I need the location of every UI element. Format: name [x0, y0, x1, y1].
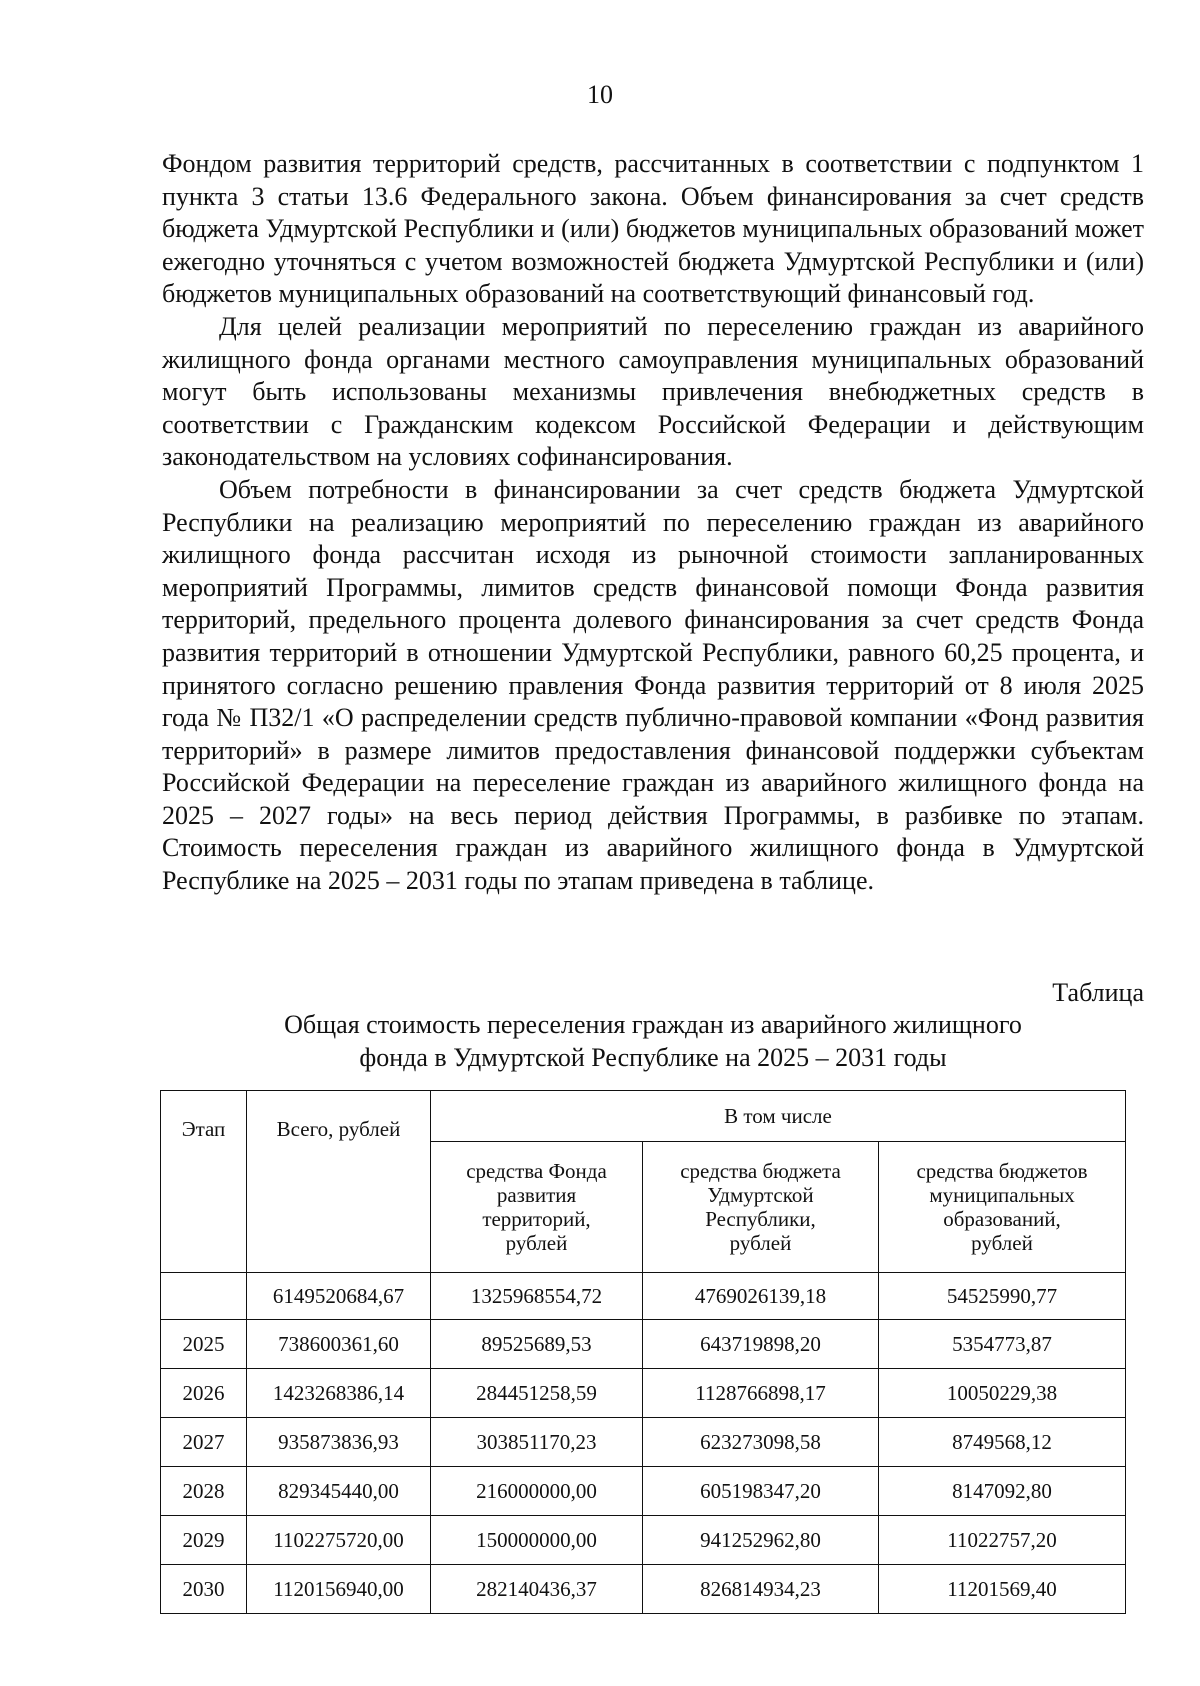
cell-fund: 284451258,59 [431, 1369, 643, 1418]
paragraph-1: Фондом развития территорий средств, рассчитанных в соответствии с подпунктом 1 пункта 3 статьи 13.6 Федерального закона. Объем финансирования за счет средств бюджета Удмуртской Республики и (или) бюджетов муниципальных образований может ежегодно уточняться с учетом возможностей бюджета Удмуртской Республики и (или) бюджетов муниципальных образований на соответствующий финансовый год. [162, 149, 1144, 309]
cell-ur-budget: 826814934,23 [643, 1565, 879, 1614]
cell-etap: 2028 [161, 1467, 247, 1516]
cell-mun-budget: 11022757,20 [879, 1516, 1126, 1565]
header-fund-line: рублей [505, 1231, 568, 1255]
cell-etap: 2030 [161, 1565, 247, 1614]
cell-etap: 2027 [161, 1418, 247, 1467]
paragraph-2: Для целей реализации мероприятий по переселению граждан из аварийного жилищного фонда органами местного самоуправления муниципальных образований могут быть использованы механизмы привлечения внебюджетных средств в соответствии с Гражданским кодексом Российской Федерации и действующим законодательством на условиях софинансирования. [162, 311, 1144, 472]
cell-ur-budget: 941252962,80 [643, 1516, 879, 1565]
cell-mun-budget: 8147092,80 [879, 1467, 1126, 1516]
header-mun-budget-line: муниципальных [929, 1183, 1075, 1207]
header-fund-line: развития [496, 1183, 577, 1207]
cell-etap: 2025 [161, 1320, 247, 1369]
table-row [161, 1369, 1126, 1418]
header-ur-budget [643, 1142, 879, 1273]
cost-table [160, 1090, 1126, 1614]
cell-fund: 303851170,23 [431, 1418, 643, 1467]
cell-total: 1120156940,00 [247, 1565, 431, 1614]
table-row [161, 1516, 1126, 1565]
cell-total: 1102275720,00 [247, 1516, 431, 1565]
cell-mun-budget: 54525990,77 [879, 1273, 1126, 1320]
cell-total: 1423268386,14 [247, 1369, 431, 1418]
cell-fund: 1325968554,72 [431, 1273, 643, 1320]
header-fund-line: средства Фонда [466, 1159, 607, 1183]
header-mun-budget [879, 1142, 1126, 1273]
cell-ur-budget: 605198347,20 [643, 1467, 879, 1516]
table-row [161, 1467, 1126, 1516]
cell-total: 6149520684,67 [247, 1273, 431, 1320]
table-title-line-1: Общая стоимость переселения граждан из аварийного жилищного [284, 1010, 1022, 1039]
table-label: Таблица [1052, 978, 1144, 1007]
header-etap: Этап [161, 1091, 247, 1273]
cell-mun-budget: 8749568,12 [879, 1418, 1126, 1467]
header-mun-budget-line: средства бюджетов [916, 1159, 1088, 1183]
header-ur-budget-line: Удмуртской [707, 1183, 814, 1207]
cell-mun-budget: 10050229,38 [879, 1369, 1126, 1418]
page-number: 10 [587, 80, 613, 109]
body-text [162, 148, 1144, 898]
paragraph-3: Объем потребности в финансировании за счет средств бюджета Удмуртской Республики на реализацию мероприятий по переселению граждан из аварийного жилищного фонда рассчитан исходя из рыночной стоимости запланированных мероприятий Программы, лимитов средств финансовой помощи Фонда развития территорий, предельного процента долевого финансирования за счет средств Фонда развития территорий в отношении Удмуртской Республики, равного 60,25 процента, и принятого согласно решению правления Фонда развития территорий от 8 июля 2025 года № П32/1 «О распределении средств публично-правовой компании «Фонд развития территорий» в размере лимитов предоставления финансовой поддержки субъектам Российской Федерации на переселение граждан из аварийного жилищного фонда на 2025 – 2027 годы» на весь период действия Программы, в разбивке по этапам. Стоимость переселения граждан из аварийного жилищного фонда в Удмуртской Республике на 2025 – 2031 годы по этапам приведена в таблице. [162, 474, 1144, 896]
table-row [161, 1320, 1126, 1369]
table-row [161, 1565, 1126, 1614]
cell-ur-budget: 643719898,20 [643, 1320, 879, 1369]
cell-mun-budget: 11201569,40 [879, 1565, 1126, 1614]
cell-fund: 216000000,00 [431, 1467, 643, 1516]
header-mun-budget-line: образований, [943, 1207, 1061, 1231]
cell-fund: 282140436,37 [431, 1565, 643, 1614]
header-ur-budget-line: средства бюджета [680, 1159, 841, 1183]
cell-etap: 2029 [161, 1516, 247, 1565]
header-total: Всего, рублей [247, 1091, 431, 1273]
table-row [161, 1418, 1126, 1467]
cell-fund: 150000000,00 [431, 1516, 643, 1565]
cell-fund: 89525689,53 [431, 1320, 643, 1369]
table-title [162, 1008, 1144, 1074]
cell-etap [161, 1273, 247, 1320]
cell-ur-budget: 623273098,58 [643, 1418, 879, 1467]
cell-total: 829345440,00 [247, 1467, 431, 1516]
cell-total: 738600361,60 [247, 1320, 431, 1369]
table-total-row [161, 1273, 1126, 1320]
cell-total: 935873836,93 [247, 1418, 431, 1467]
header-mun-budget-line: рублей [971, 1231, 1033, 1255]
header-ur-budget-line: Республики, [705, 1207, 816, 1231]
cell-mun-budget: 5354773,87 [879, 1320, 1126, 1369]
header-ur-budget-line: рублей [729, 1231, 792, 1255]
header-including: В том числе [431, 1091, 1126, 1142]
cell-ur-budget: 1128766898,17 [643, 1369, 879, 1418]
header-fund-line: территорий, [482, 1207, 591, 1231]
cell-etap: 2026 [161, 1369, 247, 1418]
table-title-line-2: фонда в Удмуртской Республике на 2025 – 2031 годы [359, 1043, 947, 1072]
cell-ur-budget: 4769026139,18 [643, 1273, 879, 1320]
header-fund [431, 1142, 643, 1273]
